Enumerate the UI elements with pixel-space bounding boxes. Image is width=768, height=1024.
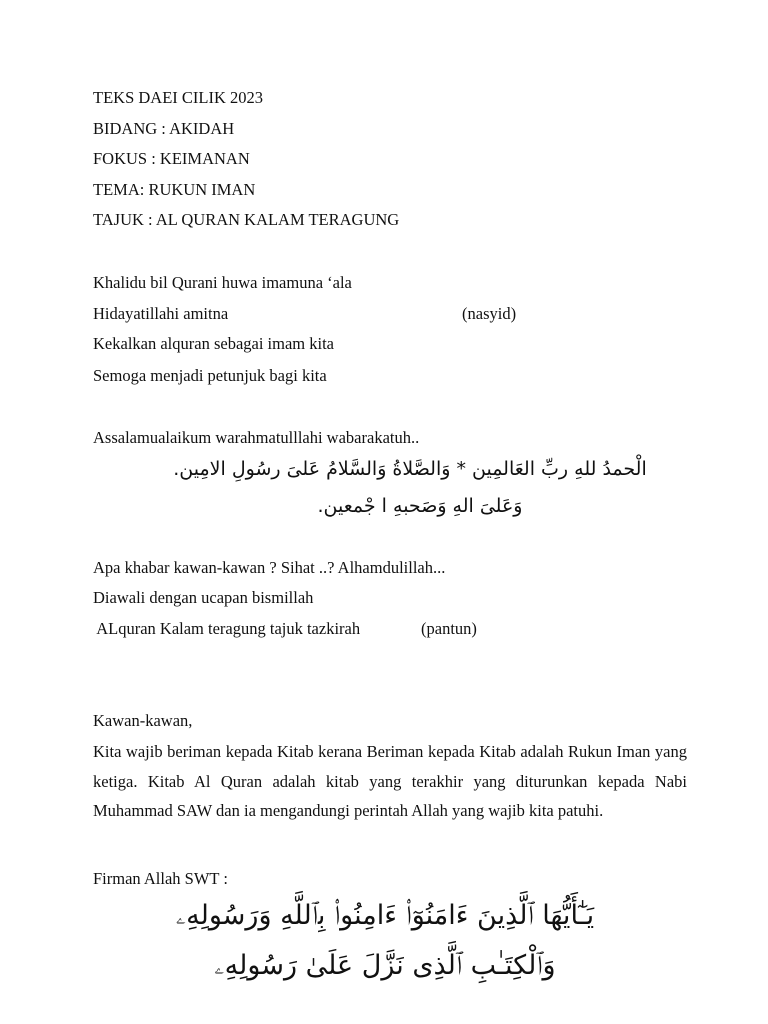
nasyid-line-3: Kekalkan alquran sebagai imam kita <box>93 334 334 353</box>
header-bidang: BIDANG : AKIDAH <box>93 119 235 138</box>
quran-verse-line-2: وَٱلْكِتَـٰبِ ٱلَّذِى نَزَّلَ عَلَىٰ رَسُولِهِۦ <box>214 950 556 981</box>
salam-greeting: Assalamualaikum warahmatulllahi wabarakatuh.. <box>93 428 420 447</box>
header-title: TEKS DAEI CILIK 2023 <box>93 88 264 107</box>
arabic-opening-line-2: وَعَلىَ الهِ وَصَحبهِ ا جْمعين. <box>317 495 523 517</box>
header-tema: TEMA: RUKUN IMAN <box>93 180 256 199</box>
pantun-line-2: Diawali dengan ucapan bismillah <box>93 588 314 607</box>
address-line: Kawan-kawan, <box>93 711 193 730</box>
pantun-line-3: ALquran Kalam teragung tajuk tazkirah <box>93 619 361 638</box>
quran-verse-line-1: يَـٰٓأَيُّهَا ٱلَّذِينَ ءَامَنُوٓا۟ ءَامِنُوا۟ بِٱللَّهِ وَرَسُولِهِۦ <box>175 900 595 931</box>
nasyid-tag: (nasyid) <box>462 304 517 323</box>
arabic-opening-line-1: الْحمدُ للهِ ربِّ العَالمِين * وَالصَّلاةُ وَالسَّلامُ عَلىَ رسُولِ الامِين. <box>173 458 647 480</box>
nasyid-line-2: Hidayatillahi amitna <box>93 304 229 323</box>
nasyid-line-4: Semoga menjadi petunjuk bagi kita <box>93 366 327 385</box>
header-tajuk: TAJUK : AL QURAN KALAM TERAGUNG <box>93 210 400 229</box>
nasyid-line-1: Khalidu bil Qurani huwa imamuna ‘ala <box>93 273 352 292</box>
pantun-tag: (pantun) <box>421 619 477 638</box>
pantun-line-1: Apa khabar kawan-kawan ? Sihat ..? Alhamdulillah... <box>93 558 446 577</box>
body-paragraph: Kita wajib beriman kepada Kitab kerana Beriman kepada Kitab adalah Rukun Iman yang ketiga. Kitab Al Quran adalah kitab yang terakhir yang diturunkan kepada Nabi Muhammad SAW dan ia mengandungi perintah Allah yang wajib kita patuhi. <box>93 742 687 820</box>
firman-label: Firman Allah SWT : <box>93 869 228 888</box>
header-fokus: FOKUS : KEIMANAN <box>93 149 250 168</box>
